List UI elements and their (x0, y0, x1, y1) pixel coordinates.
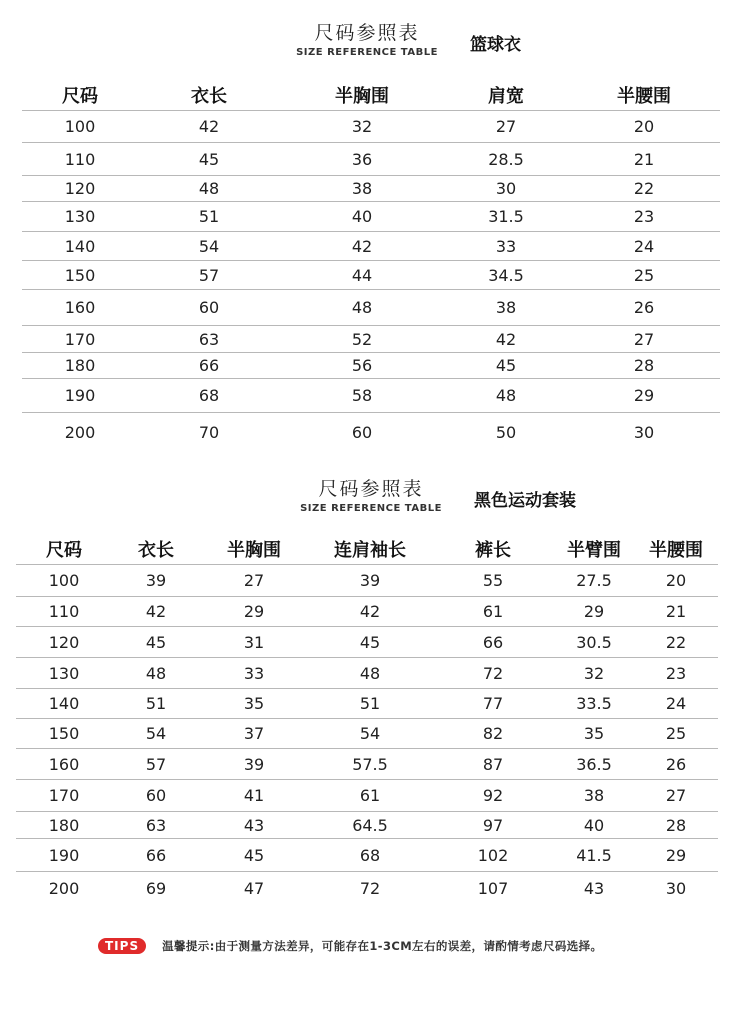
table-cell: 32 (280, 111, 444, 143)
column-header: 裤长 (475, 540, 511, 561)
table-cell: 55 (432, 565, 554, 597)
table-cell: 44 (280, 261, 444, 290)
table-cell: 24 (568, 232, 720, 261)
table-row (16, 565, 718, 597)
table-cell: 39 (308, 565, 432, 597)
column-header: 衣长 (138, 540, 174, 561)
table-cell: 200 (16, 872, 112, 906)
table-cell: 190 (16, 839, 112, 872)
table-cell: 58 (280, 379, 444, 413)
column-header: 半臂围 (567, 540, 621, 561)
column-header: 半腰围 (649, 540, 703, 561)
table-cell: 54 (308, 719, 432, 749)
table-cell: 29 (634, 839, 718, 872)
table-cell: 42 (308, 597, 432, 627)
table-row (22, 143, 720, 176)
table-cell: 20 (568, 111, 720, 143)
table-cell: 45 (112, 627, 200, 658)
table-cell: 36 (280, 143, 444, 176)
table-cell: 150 (16, 719, 112, 749)
table-cell: 190 (22, 379, 138, 413)
table-cell: 39 (200, 749, 308, 780)
table-cell: 48 (138, 176, 280, 202)
table-cell: 23 (568, 202, 720, 232)
table-cell: 47 (200, 872, 308, 906)
table-cell: 29 (568, 379, 720, 413)
table-cell: 57.5 (308, 749, 432, 780)
table-cell: 35 (200, 689, 308, 719)
table-cell: 140 (22, 232, 138, 261)
table-cell: 45 (444, 353, 568, 379)
table-cell: 30 (444, 176, 568, 202)
table-cell: 68 (308, 839, 432, 872)
table-cell: 51 (308, 689, 432, 719)
column-header: 半胸围 (335, 86, 389, 107)
table-row (22, 379, 720, 413)
table-cell: 61 (308, 780, 432, 812)
table-cell: 130 (22, 202, 138, 232)
table-cell: 42 (112, 597, 200, 627)
table-cell: 22 (568, 176, 720, 202)
table-cell: 72 (432, 658, 554, 689)
table-row (16, 780, 718, 812)
table-row (22, 202, 720, 232)
table-cell: 57 (138, 261, 280, 290)
table-cell: 87 (432, 749, 554, 780)
table-cell: 42 (444, 326, 568, 353)
table-cell: 180 (16, 812, 112, 839)
table-cell: 21 (634, 597, 718, 627)
table-cell: 170 (22, 326, 138, 353)
table-cell: 23 (634, 658, 718, 689)
table-row (16, 812, 718, 839)
table-cell: 43 (200, 812, 308, 839)
table-cell: 66 (112, 839, 200, 872)
table-cell: 38 (444, 290, 568, 326)
table-cell: 29 (200, 597, 308, 627)
table-cell: 120 (16, 627, 112, 658)
table-cell: 57 (112, 749, 200, 780)
table-header-row (16, 534, 718, 565)
table-row (16, 872, 718, 906)
table-cell: 30 (568, 413, 720, 452)
table-cell: 64.5 (308, 812, 432, 839)
table1-title-cn: 尺码参照表 (314, 22, 420, 44)
table-cell: 48 (112, 658, 200, 689)
table-cell: 31.5 (444, 202, 568, 232)
table-cell: 107 (432, 872, 554, 906)
table-cell: 200 (22, 413, 138, 452)
table-cell: 40 (554, 812, 634, 839)
table-cell: 140 (16, 689, 112, 719)
table-cell: 30 (634, 872, 718, 906)
table-row (22, 326, 720, 353)
table-cell: 27.5 (554, 565, 634, 597)
column-header: 尺码 (62, 86, 98, 107)
table-cell: 43 (554, 872, 634, 906)
table-row (22, 232, 720, 261)
column-header: 半腰围 (617, 86, 671, 107)
table-row (16, 719, 718, 749)
table-row (22, 261, 720, 290)
table-row (22, 353, 720, 379)
table-cell: 77 (432, 689, 554, 719)
table2-tag: 黑色运动套装 (474, 491, 576, 511)
table-row (22, 176, 720, 202)
table-cell: 45 (138, 143, 280, 176)
table-cell: 63 (138, 326, 280, 353)
table-cell: 69 (112, 872, 200, 906)
table-cell: 110 (22, 143, 138, 176)
table-cell: 48 (308, 658, 432, 689)
table-cell: 27 (634, 780, 718, 812)
table-row (16, 627, 718, 658)
table-cell: 100 (16, 565, 112, 597)
table-row (16, 597, 718, 627)
table-cell: 70 (138, 413, 280, 452)
table-row (22, 413, 720, 452)
table-cell: 120 (22, 176, 138, 202)
table-cell: 45 (308, 627, 432, 658)
table-row (16, 749, 718, 780)
table-cell: 102 (432, 839, 554, 872)
table-cell: 150 (22, 261, 138, 290)
table1-title (292, 18, 442, 58)
table-cell: 60 (280, 413, 444, 452)
table-cell: 34.5 (444, 261, 568, 290)
column-header: 肩宽 (488, 86, 524, 107)
table1-title-en: SIZE REFERENCE TABLE (296, 47, 438, 58)
table-cell: 45 (200, 839, 308, 872)
table-row (22, 290, 720, 326)
table-cell: 68 (138, 379, 280, 413)
table-cell: 42 (138, 111, 280, 143)
table-cell: 42 (280, 232, 444, 261)
tips-bar (98, 938, 602, 954)
table-cell: 25 (634, 719, 718, 749)
table-cell: 27 (200, 565, 308, 597)
table2-title-cn: 尺码参照表 (318, 478, 424, 500)
table-cell: 60 (112, 780, 200, 812)
table-cell: 110 (16, 597, 112, 627)
table1-tag: 篮球衣 (470, 35, 521, 55)
table-cell: 30.5 (554, 627, 634, 658)
table-cell: 54 (112, 719, 200, 749)
table-cell: 51 (112, 689, 200, 719)
table-cell: 51 (138, 202, 280, 232)
table-cell: 100 (22, 111, 138, 143)
table-cell: 39 (112, 565, 200, 597)
table2-title-en: SIZE REFERENCE TABLE (300, 503, 442, 514)
table-cell: 54 (138, 232, 280, 261)
column-header: 半胸围 (227, 540, 281, 561)
table-cell: 27 (444, 111, 568, 143)
table-row (16, 839, 718, 872)
column-header: 尺码 (46, 540, 82, 561)
table-cell: 41.5 (554, 839, 634, 872)
table-cell: 40 (280, 202, 444, 232)
tips-text: 温馨提示:由于测量方法差异，可能存在1-3CM左右的误差，请酌情考虑尺码选择。 (162, 939, 603, 953)
table-cell: 41 (200, 780, 308, 812)
table-cell: 97 (432, 812, 554, 839)
table-cell: 38 (280, 176, 444, 202)
tips-badge: TIPS (98, 938, 146, 954)
table-cell: 33.5 (554, 689, 634, 719)
table-cell: 22 (634, 627, 718, 658)
table-cell: 28 (634, 812, 718, 839)
column-header: 连肩袖长 (334, 540, 406, 561)
table-cell: 28.5 (444, 143, 568, 176)
table-header-row (22, 80, 720, 111)
tracksuit-size-table (16, 534, 718, 906)
table-cell: 24 (634, 689, 718, 719)
table-cell: 180 (22, 353, 138, 379)
table-cell: 35 (554, 719, 634, 749)
table-cell: 20 (634, 565, 718, 597)
table-cell: 33 (200, 658, 308, 689)
table-cell: 66 (432, 627, 554, 658)
table-row (22, 111, 720, 143)
table-cell: 52 (280, 326, 444, 353)
table-cell: 61 (432, 597, 554, 627)
table-cell: 160 (16, 749, 112, 780)
table-cell: 170 (16, 780, 112, 812)
table-cell: 31 (200, 627, 308, 658)
table-cell: 92 (432, 780, 554, 812)
table-cell: 60 (138, 290, 280, 326)
table-cell: 82 (432, 719, 554, 749)
column-header: 衣长 (191, 86, 227, 107)
table-cell: 27 (568, 326, 720, 353)
basketball-size-table (22, 80, 720, 452)
table2-title (296, 474, 446, 514)
table-cell: 72 (308, 872, 432, 906)
table-cell: 21 (568, 143, 720, 176)
table-cell: 160 (22, 290, 138, 326)
table-cell: 26 (568, 290, 720, 326)
table-cell: 48 (444, 379, 568, 413)
table-cell: 56 (280, 353, 444, 379)
table-cell: 63 (112, 812, 200, 839)
table-cell: 38 (554, 780, 634, 812)
table-cell: 66 (138, 353, 280, 379)
table-row (16, 689, 718, 719)
table-cell: 36.5 (554, 749, 634, 780)
table-cell: 48 (280, 290, 444, 326)
table-cell: 37 (200, 719, 308, 749)
table-cell: 130 (16, 658, 112, 689)
table-row (16, 658, 718, 689)
table-cell: 28 (568, 353, 720, 379)
table-cell: 50 (444, 413, 568, 452)
table-cell: 33 (444, 232, 568, 261)
table-cell: 26 (634, 749, 718, 780)
table-cell: 29 (554, 597, 634, 627)
table-cell: 25 (568, 261, 720, 290)
table-cell: 32 (554, 658, 634, 689)
